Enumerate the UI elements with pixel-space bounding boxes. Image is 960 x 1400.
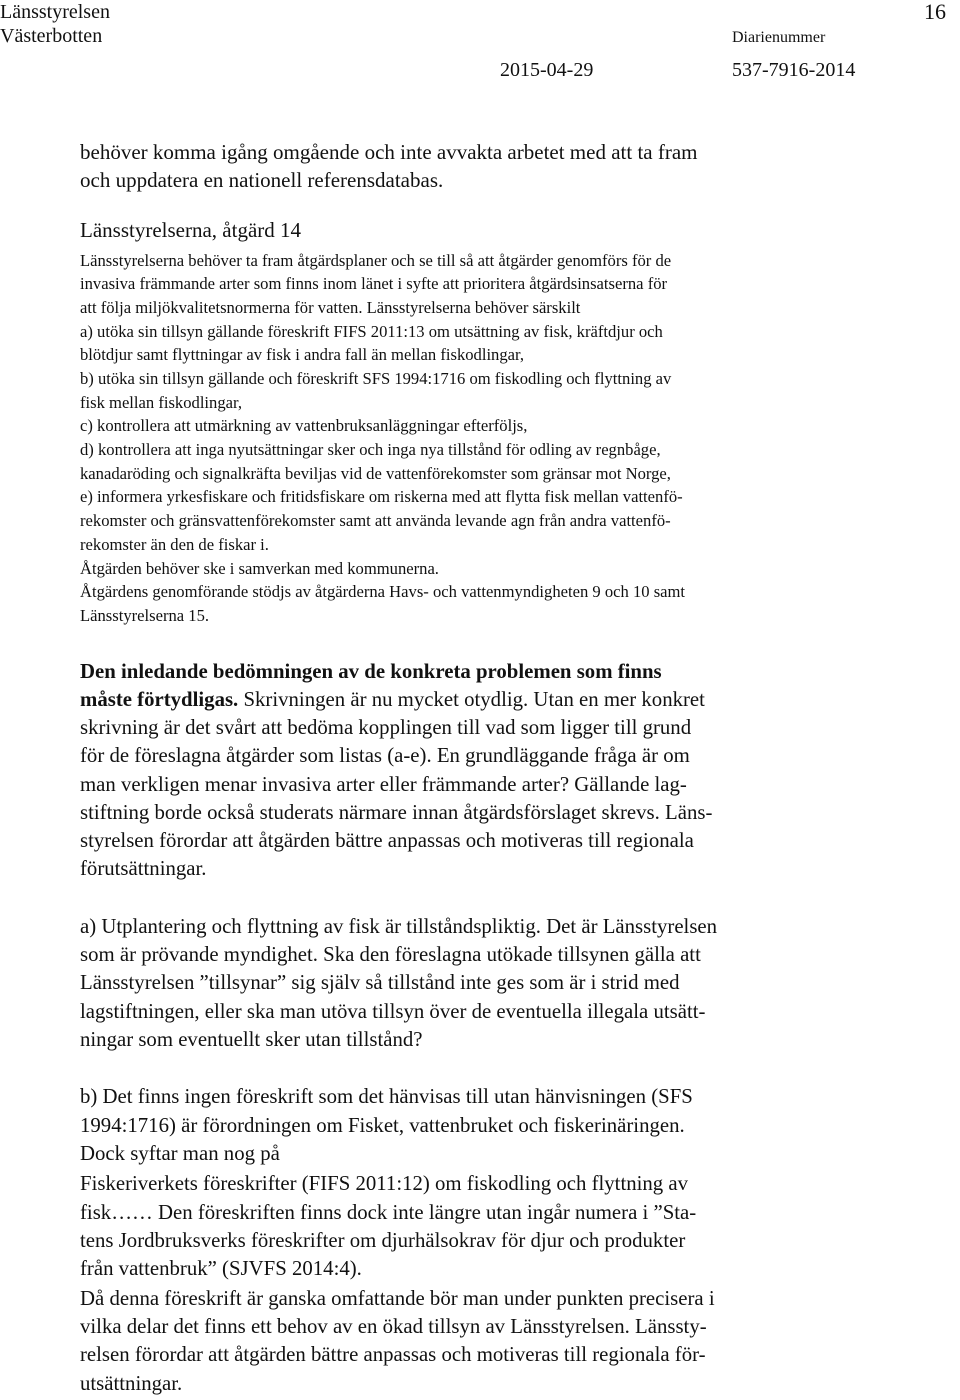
comment-line-rest: Skrivningen är nu mycket otydlig. Utan en mer konkret [238,688,705,711]
document-date: 2015-04-29 [500,59,594,81]
diarienummer-label: Diarienummer [732,29,826,46]
comment-line-4: för de föreslagna åtgärder som listas (a-e). En grundläggande fråga är om [80,744,690,767]
action-line-2: invasiva främmande arter som finns inom länet i syfte att prioritera åtgärdsinsatserna för [80,274,668,293]
page-number: 16 [924,0,946,24]
comment-line-5: man verkligen menar invasiva arter eller främmande arter? Gällande lag- [80,773,687,796]
action-line-13: rekomster än den de fiskar i. [80,535,269,554]
point-a-line-4: lagstiftningen, eller ska man utöva tillsyn över de eventuella illegala utsätt- [80,1000,706,1023]
point-b-line-11: utsättningar. [80,1372,183,1395]
point-b-line-9: vilka delar det finns ett behov av en ökad tillsyn av Länsstyrelsen. Länssty- [80,1315,707,1338]
point-b-line-5: fisk…… Den föreskriften finns dock inte längre utan ingår numera i ”Sta- [80,1201,697,1224]
intro-line-2: och uppdatera en nationell referensdatabas. [80,168,444,192]
action-line-16: Länsstyrelserna 15. [80,606,210,625]
intro-line-1: behöver komma igång omgående och inte avvakta arbetet med att ta fram [80,140,698,164]
point-a-line-5: ningar som eventuellt sker utan tillstånd? [80,1028,423,1051]
action-line-1: Länsstyrelserna behöver ta fram åtgärdsplaner och se till så att åtgärder genomförs för de [80,251,672,270]
point-b-line-3: Dock syftar man nog på [80,1142,280,1165]
org-name-line1: Länsstyrelsen [0,1,110,23]
point-b-line-10: relsen förordar att åtgärden bättre anpassas och motiveras till regionala för- [80,1343,706,1366]
action-heading: Länsstyrelserna, åtgärd 14 [80,218,302,242]
action-line-14: Åtgärden behöver ske i samverkan med kommunerna. [80,559,439,578]
point-b-line-8: Då denna föreskrift är ganska omfattande bör man under punkten precisera i [80,1287,715,1310]
point-b-line-7: från vattenbruk” (SJVFS 2014:4). [80,1257,362,1280]
action-line-7: fisk mellan fiskodlingar, [80,393,243,412]
org-name-line2: Västerbotten [0,25,103,47]
action-line-11: e) informera yrkesfiskare och fritidsfiskare om riskerna med att flytta fisk mellan vattenfö- [80,487,683,506]
action-line-8: c) kontrollera att utmärkning av vattenbruksanläggningar efterföljs, [80,416,528,435]
action-line-6: b) utöka sin tillsyn gällande och föreskrift SFS 1994:1716 om fiskodling och flyttning av [80,369,672,388]
point-b-line-2: 1994:1716) är förordningen om Fisket, vattenbruket och fiskerinäringen. [80,1114,685,1137]
comment-bold-continuation: måste förtydligas. [80,688,239,711]
point-b-line-4: Fiskeriverkets föreskrifter (FIFS 2011:12) om fiskodling och flyttning av [80,1172,689,1195]
comment-bold-line: Den inledande bedömningen av de konkreta problemen som finns [80,660,662,683]
comment-line-7: styrelsen förordar att åtgärden bättre anpassas och motiveras till regionala [80,829,694,852]
action-line-3: att följa miljökvalitetsnormerna för vatten. Länsstyrelserna behöver särskilt [80,298,581,317]
comment-line-8: förutsättningar. [80,857,207,880]
action-line-10: kanadaröding och signalkräfta beviljas vid de vattenförekomster som gränsar mot Norge, [80,464,671,483]
comment-line-mixed [80,688,705,712]
action-line-15: Åtgärdens genomförande stödjs av åtgärderna Havs- och vattenmyndigheten 9 och 10 samt [80,582,686,601]
action-line-12: rekomster och gränsvattenförekomster samt att använda levande agn från andra vattenfö- [80,511,671,530]
point-b-line-1: b) Det finns ingen föreskrift som det hänvisas till utan hänvisningen (SFS [80,1085,693,1108]
point-b-line-6: tens Jordbruksverks föreskrifter om djurhälsokrav för djur och produkter [80,1229,686,1252]
diarienummer-value: 537-7916-2014 [732,59,856,81]
action-line-9: d) kontrollera att inga nyutsättningar sker och inga nya tillstånd för odling av regnbåge, [80,440,661,459]
point-a-line-2: som är prövande myndighet. Ska den föreslagna utökade tillsynen gälla att [80,943,701,966]
point-a-line-1: a) Utplantering och flyttning av fisk är tillståndspliktig. Det är Länsstyrelsen [80,915,718,938]
action-line-5: blötdjur samt flyttningar av fisk i andra fall än mellan fiskodlingar, [80,345,525,364]
comment-line-6: stiftning borde också studerats närmare innan åtgärdsförslaget skrevs. Läns- [80,801,713,824]
comment-line-3: skrivning är det svårt att bedöma kopplingen till vad som ligger till grund [80,716,692,739]
point-a-line-3: Länsstyrelsen ”tillsynar” sig själv så tillstånd inte ges som är i strid med [80,971,680,994]
action-line-4: a) utöka sin tillsyn gällande föreskrift FIFS 2011:13 om utsättning av fisk, kräftdjur och [80,322,663,341]
